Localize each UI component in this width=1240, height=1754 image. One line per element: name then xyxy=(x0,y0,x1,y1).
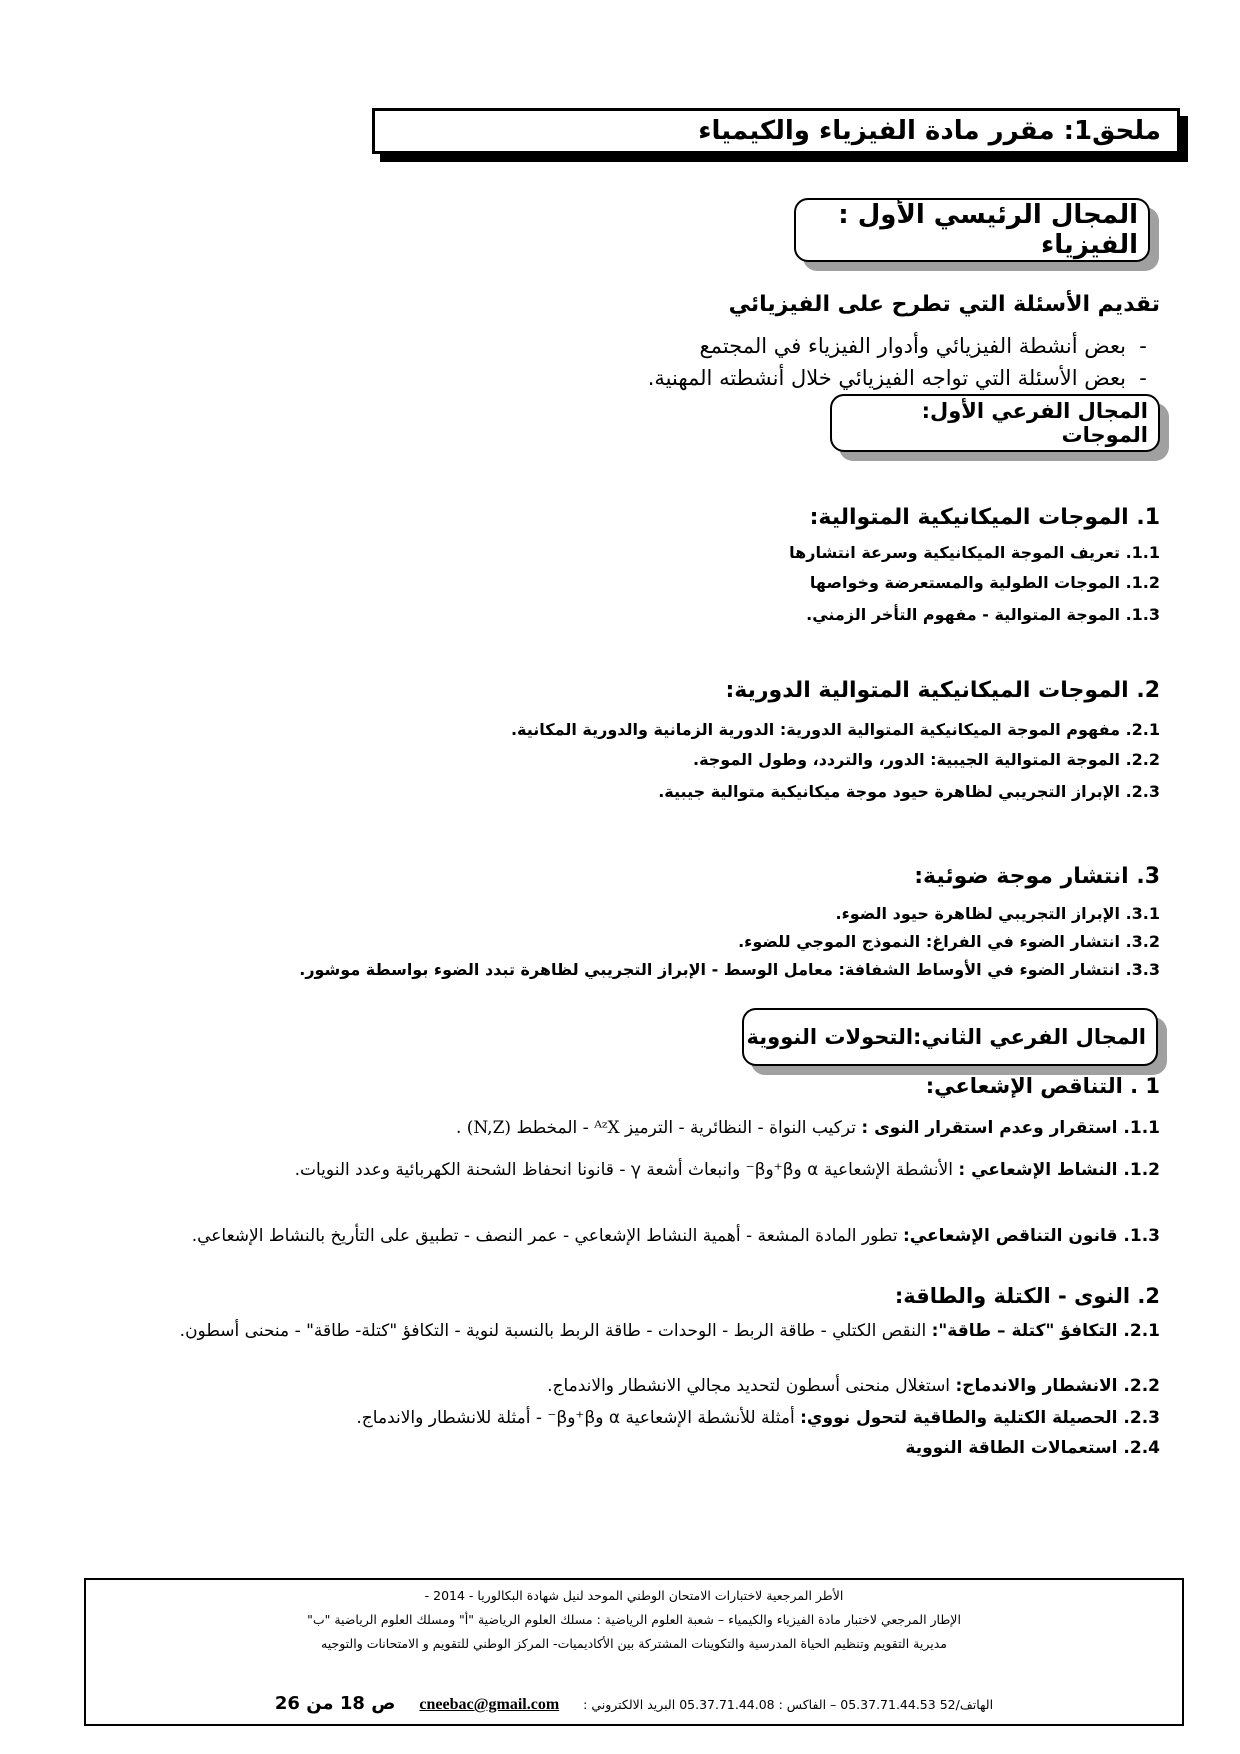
nuclear-item-1-3: 1.3. قانون التناقص الإشعاعي: تطور المادة المشعة - أهمية النشاط الإشعاعي - عمر النصف - تطبيق على التأريخ بالنشاط الإشعاعي. xyxy=(191,1226,1160,1246)
main-domain-box xyxy=(794,198,1150,262)
intro-item-1: -بعض أنشطة الفيزيائي وأدوار الفيزياء في المجتمع xyxy=(699,334,1147,358)
footer-line-2: الإطار المرجعي لاختبار مادة الفيزياء والكيمياء – شعبة العلوم الرياضية : مسلك العلوم الرياضية "أ" ومسلك العلوم الرياضية "ب" xyxy=(307,1612,961,1627)
page-number: ص 18 من 26 xyxy=(274,1693,396,1714)
section-3-heading: 3. انتشار موجة ضوئية: xyxy=(914,864,1160,889)
nuclear-item-2-1: 2.1. التكافؤ "كتلة – طاقة": النقص الكتلي - طاقة الربط - الوحدات - طاقة الربط بالنسبة لنوية - التكافؤ "كتلة- طاقة" - منحنى أسطون. xyxy=(179,1321,1160,1341)
nuclear-item-2-4: 2.4. استعمالات الطاقة النووية xyxy=(905,1438,1160,1458)
annex-title-box xyxy=(372,108,1180,154)
footer-line-3: مديرية التقويم وتنظيم الحياة المدرسية والتكوينات المشتركة بين الأكاديميات- المركز الوطني للتقويم و الامتحانات والتوجيه xyxy=(321,1636,947,1651)
footer-contact xyxy=(102,1693,1166,1714)
footer-line-1: الأطر المرجعية لاختبارات الامتحان الوطني الموحد لنيل شهادة البكالوريا - 2014 - xyxy=(424,1588,844,1603)
page-footer xyxy=(84,1578,1184,1726)
section-3-item-1: 3.1. الإبراز التجريبي لظاهرة حيود الضوء. xyxy=(835,904,1160,923)
section-2-heading: 2. الموجات الميكانيكية المتوالية الدورية: xyxy=(725,678,1160,703)
section-1-item-2: 1.2. الموجات الطولية والمستعرضة وخواصها xyxy=(809,573,1160,592)
sub-domain-1-title: المجال الفرعي الأول: الموجات xyxy=(921,399,1148,447)
sub-domain-2-title: المجال الفرعي الثاني:التحولات النووية xyxy=(746,1025,1146,1049)
nuclear-item-1-1: 1.1. استقرار وعدم استقرار النوى : تركيب النواة - النظائرية - الترميز ᴬᶻX - المخطط (N,Z) . xyxy=(455,1118,1160,1138)
sub-domain-1-box xyxy=(830,394,1160,452)
section-3-item-2: 3.2. انتشار الضوء في الفراغ: النموذج الموجي للضوء. xyxy=(738,932,1160,951)
footer-email-link[interactable]: cneebac@gmail.com xyxy=(419,1696,560,1713)
section-1-heading: 1. الموجات الميكانيكية المتوالية: xyxy=(809,505,1160,530)
section-3-item-3: 3.3. انتشار الضوء في الأوساط الشفافة: معامل الوسط - الإبراز التجريبي لظاهرة تبدد الضوء بواسطة موشور. xyxy=(299,960,1160,979)
nuclear-2-heading: 2. النوى - الكتلة والطاقة: xyxy=(894,1284,1160,1308)
footer-phone: الهاتف/52 05.37.71.44.53 – الفاكس : 05.37.71.44.08 البريد الالكتروني : xyxy=(583,1697,994,1712)
main-domain-title: المجال الرئيسي الأول : الفيزياء xyxy=(838,200,1138,260)
section-1-item-3: 1.3. الموجة المتوالية - مفهوم التأخر الزمني. xyxy=(806,605,1160,624)
nuclear-item-2-2: 2.2. الانشطار والاندماج: استغلال منحنى أسطون لتحديد مجالي الانشطار والاندماج. xyxy=(547,1376,1160,1396)
nuclear-item-2-3: 2.3. الحصيلة الكتلية والطاقية لتحول نووي: أمثلة للأنشطة الإشعاعية α وβ⁺وβ⁻ - أمثلة للانشطار والاندماج. xyxy=(356,1408,1160,1428)
nuclear-1-heading: 1 . التناقص الإشعاعي: xyxy=(925,1074,1160,1098)
section-1-item-1: 1.1. تعريف الموجة الميكانيكية وسرعة انتشارها xyxy=(789,543,1160,562)
sub-domain-2-box xyxy=(742,1008,1158,1066)
section-2-item-1: 2.1. مفهوم الموجة الميكانيكية المتوالية الدورية: الدورية الزمانية والدورية المكانية. xyxy=(510,720,1160,739)
intro-item-2: -بعض الأسئلة التي تواجه الفيزيائي خلال أنشطته المهنية. xyxy=(647,366,1147,390)
nuclear-item-1-2: 1.2. النشاط الإشعاعي : الأنشطة الإشعاعية α وβ⁺وβ⁻ وانبعاث أشعة γ - قانونا انحفاظ الشحنة الكهربائية وعدد النويات. xyxy=(294,1160,1160,1180)
section-2-item-3: 2.3. الإبراز التجريبي لظاهرة حيود موجة ميكانيكية متوالية جيبية. xyxy=(658,782,1160,801)
section-2-item-2: 2.2. الموجة المتوالية الجيبية: الدور، والتردد، وطول الموجة. xyxy=(692,750,1160,769)
intro-heading: تقديم الأسئلة التي تطرح على الفيزيائي xyxy=(728,292,1160,317)
annex-title: ملحق1: مقرر مادة الفيزياء والكيمياء xyxy=(698,116,1161,146)
